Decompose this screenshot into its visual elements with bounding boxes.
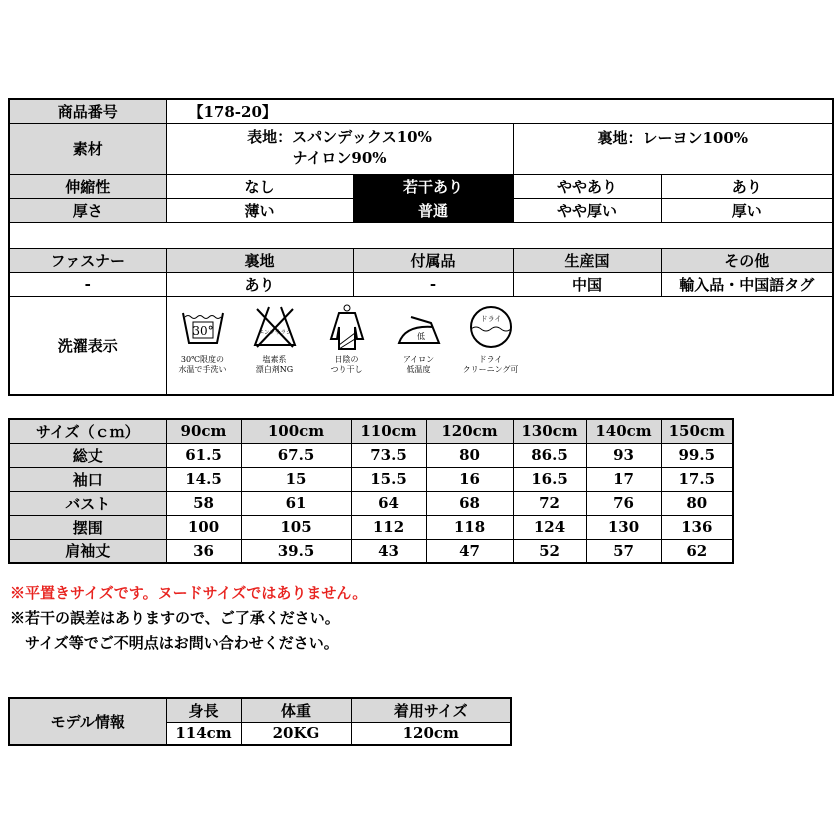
- value-fastener: -: [9, 272, 166, 296]
- product-info-table: [8, 98, 834, 396]
- size-row: [9, 491, 733, 515]
- size-value: 52: [513, 539, 586, 563]
- size-header: サイズ（ｃｍ）: [9, 419, 166, 443]
- size-value: 16: [426, 467, 513, 491]
- model-header-weight: 体重: [241, 698, 351, 722]
- model-info-table: [8, 697, 512, 746]
- dry-mark: ドライ: [480, 314, 501, 323]
- care-text2: 漂白剤NG: [255, 364, 294, 374]
- size-value: 64: [351, 491, 426, 515]
- size-value: 39.5: [241, 539, 351, 563]
- care-symbols: [167, 297, 527, 375]
- size-column: 140cm: [586, 419, 661, 443]
- size-column: 100cm: [241, 419, 351, 443]
- size-table: [8, 418, 734, 564]
- size-value: 61.5: [166, 443, 241, 467]
- model-size: 120cm: [351, 722, 511, 745]
- model-header-height: 身長: [166, 698, 241, 722]
- care-text1: 30℃限度の: [180, 354, 225, 364]
- size-value: 43: [351, 539, 426, 563]
- size-value: 105: [241, 515, 351, 539]
- size-value: 124: [513, 515, 586, 539]
- size-column: 130cm: [513, 419, 586, 443]
- shade-dry-icon: [323, 303, 371, 351]
- value-accessories: -: [353, 272, 513, 296]
- size-row-label: 肩袖丈: [9, 539, 166, 563]
- no-bleach-icon: [251, 303, 299, 351]
- size-value: 136: [661, 515, 733, 539]
- size-value: 17.5: [661, 467, 733, 491]
- size-value: 86.5: [513, 443, 586, 467]
- size-value: 80: [661, 491, 733, 515]
- care-text2: 低温度: [406, 364, 431, 374]
- outer-material: [166, 123, 513, 174]
- stretch-option: ややあり: [513, 174, 661, 198]
- header-fastener: ファスナー: [9, 248, 166, 272]
- thickness-label: 厚さ: [9, 198, 166, 222]
- care-text1: 塩素系: [262, 354, 287, 364]
- size-value: 130: [586, 515, 661, 539]
- value-other: 輸入品・中国語タグ: [661, 272, 833, 296]
- product-code: 【178-20】: [166, 99, 833, 123]
- thickness-option: やや厚い: [513, 198, 661, 222]
- size-value: 61: [241, 491, 351, 515]
- size-row: [9, 515, 733, 539]
- size-row-label: 総丈: [9, 443, 166, 467]
- bleach-mark: エンソサラシ: [257, 329, 292, 336]
- size-value: 68: [426, 491, 513, 515]
- size-row-label: 袖口: [9, 467, 166, 491]
- size-value: 16.5: [513, 467, 586, 491]
- thickness-option: 厚い: [661, 198, 833, 222]
- material-label: 素材: [9, 123, 166, 174]
- size-column: 90cm: [166, 419, 241, 443]
- value-country: 中国: [513, 272, 661, 296]
- care-text2: つり干し: [330, 364, 363, 374]
- spacer-row: [9, 222, 833, 248]
- size-row: [9, 443, 733, 467]
- size-value: 99.5: [661, 443, 733, 467]
- size-value: 118: [426, 515, 513, 539]
- care-item: [384, 303, 454, 375]
- size-value: 80: [426, 443, 513, 467]
- iron-mark: 低: [416, 331, 425, 341]
- size-value: 62: [661, 539, 733, 563]
- thickness-option-selected: 普通: [353, 198, 513, 222]
- size-value: 15: [241, 467, 351, 491]
- stretch-option: あり: [661, 174, 833, 198]
- size-value: 67.5: [241, 443, 351, 467]
- header-other: その他: [661, 248, 833, 272]
- care-item: [312, 303, 382, 375]
- thickness-option: 薄い: [166, 198, 353, 222]
- size-value: 76: [586, 491, 661, 515]
- care-text2: クリーニング可: [462, 364, 519, 374]
- header-lining: 裏地: [166, 248, 353, 272]
- model-height: 114cm: [166, 722, 241, 745]
- size-value: 73.5: [351, 443, 426, 467]
- model-label: モデル情報: [9, 698, 166, 745]
- iron-low-icon: [395, 303, 443, 351]
- size-value: 100: [166, 515, 241, 539]
- care-item: [456, 303, 526, 375]
- header-country: 生産国: [513, 248, 661, 272]
- code-label: 商品番号: [9, 99, 166, 123]
- size-value: 47: [426, 539, 513, 563]
- dry-clean-icon: [467, 303, 515, 351]
- size-row-label: バスト: [9, 491, 166, 515]
- lining-material: 裏地：レーヨン100%: [513, 123, 833, 174]
- size-value: 112: [351, 515, 426, 539]
- care-text2: 水温で手洗い: [178, 364, 227, 374]
- note-flat-size: ※平置きサイズです。ヌードサイズではありません。: [10, 584, 368, 602]
- hand-wash-30-icon: [179, 303, 227, 351]
- size-row-label: 摆围: [9, 515, 166, 539]
- size-value: 36: [166, 539, 241, 563]
- stretch-label: 伸縮性: [9, 174, 166, 198]
- size-value: 15.5: [351, 467, 426, 491]
- size-row: [9, 539, 733, 563]
- model-header-size: 着用サイズ: [351, 698, 511, 722]
- note-tolerance: ※若干の誤差はありますので、ご了承ください。: [10, 609, 340, 627]
- size-value: 58: [166, 491, 241, 515]
- care-text1: アイロン: [402, 354, 435, 364]
- care-item: [168, 303, 238, 375]
- size-column: 110cm: [351, 419, 426, 443]
- outer-material-line2: ナイロン90%: [292, 148, 387, 167]
- care-label: 洗濯表示: [9, 296, 166, 395]
- outer-material-line1: 表地：スパンデックス10%: [247, 127, 432, 146]
- care-item: [240, 303, 310, 375]
- wash-temp-mark: 30°: [191, 323, 214, 338]
- size-value: 14.5: [166, 467, 241, 491]
- size-value: 93: [586, 443, 661, 467]
- model-weight: 20KG: [241, 722, 351, 745]
- care-text1: ドライ: [478, 354, 503, 364]
- size-row: [9, 467, 733, 491]
- header-accessories: 付属品: [353, 248, 513, 272]
- value-lining: あり: [166, 272, 353, 296]
- size-value: 17: [586, 467, 661, 491]
- size-column: 120cm: [426, 419, 513, 443]
- size-value: 57: [586, 539, 661, 563]
- care-text1: 日陰の: [334, 354, 359, 364]
- note-contact: サイズ等でご不明点はお問い合わせください。: [10, 634, 339, 652]
- stretch-option: なし: [166, 174, 353, 198]
- size-value: 72: [513, 491, 586, 515]
- size-column: 150cm: [661, 419, 733, 443]
- stretch-option-selected: 若干あり: [353, 174, 513, 198]
